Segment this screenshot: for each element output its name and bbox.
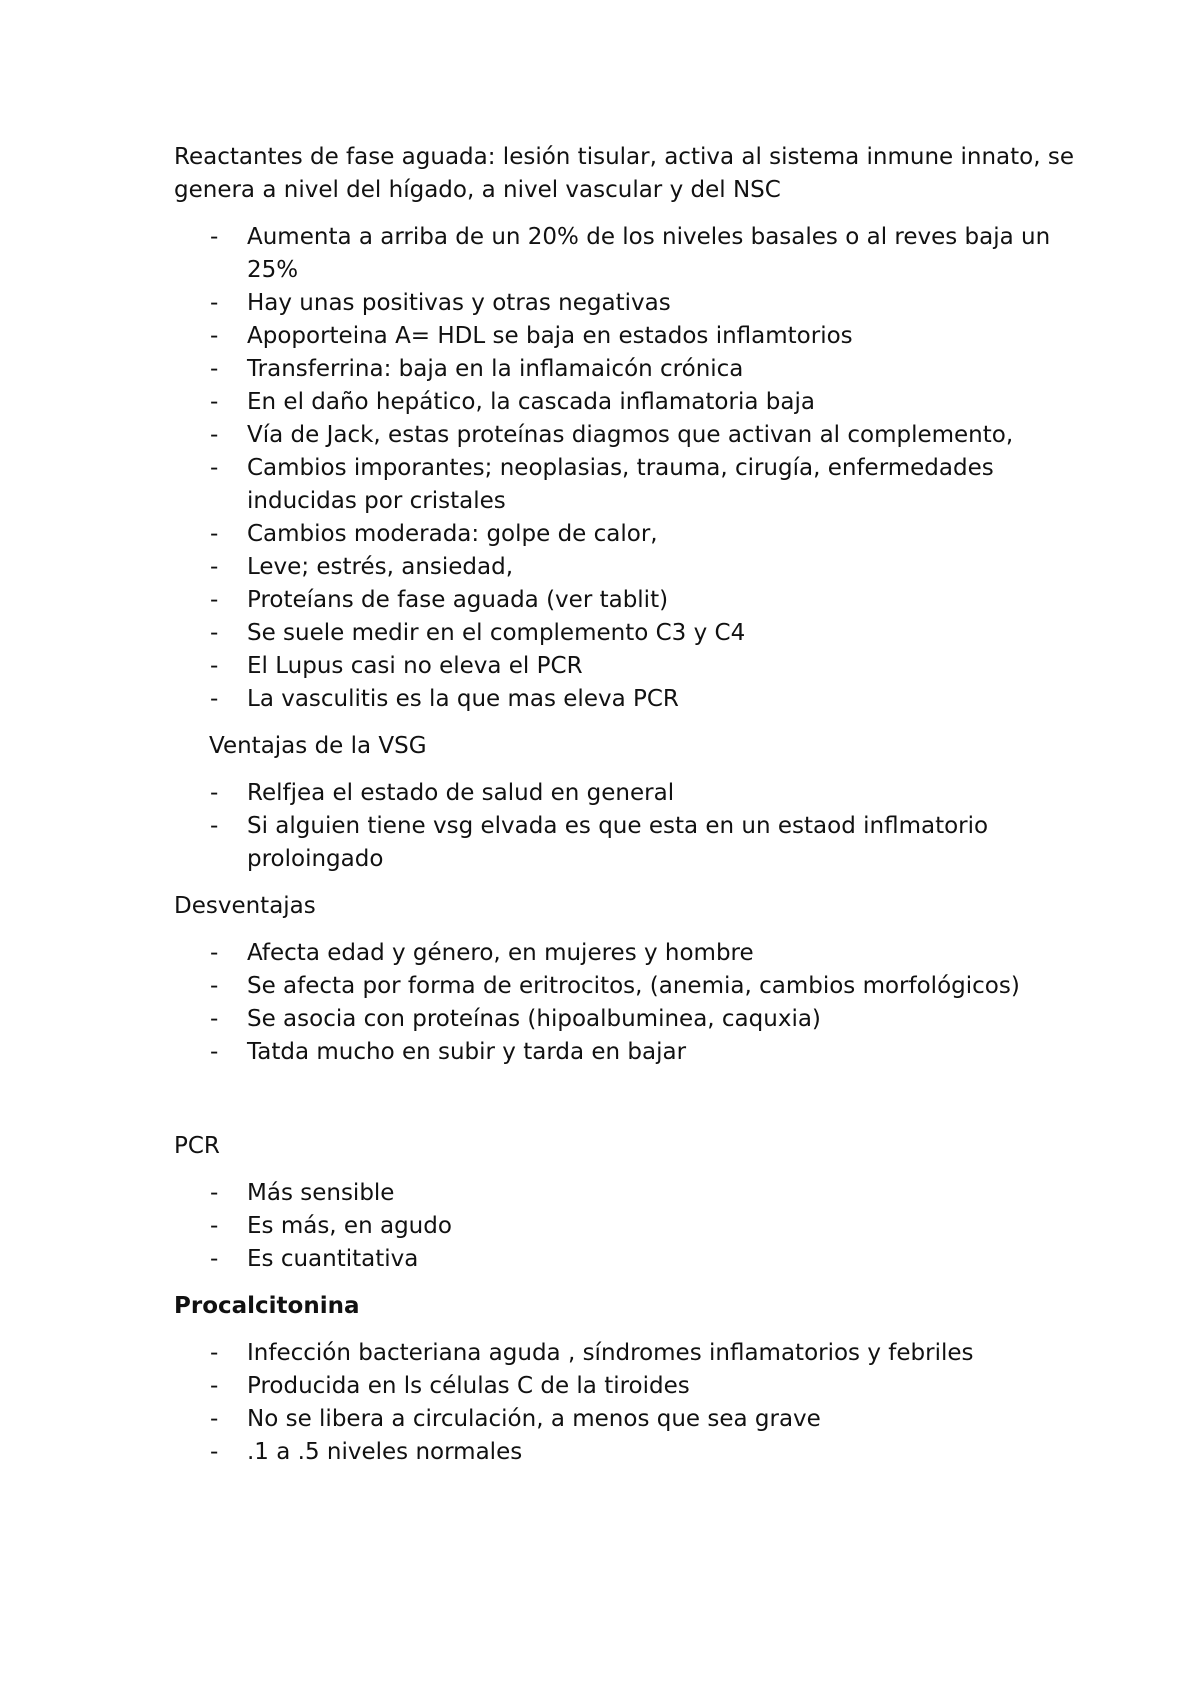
list-item: - Relfjea el estado de salud en general: [174, 777, 1074, 810]
procalcitonina-list: [174, 1337, 1074, 1469]
list-item: - Se suele medir en el complemento C3 y C4: [174, 617, 1074, 650]
blank-space: [174, 1083, 1074, 1130]
list-item: - Proteíans de fase aguada (ver tablit): [174, 584, 1074, 617]
list-item: - Tatda mucho en subir y tarda en bajar: [174, 1036, 1074, 1069]
list-dash: -: [210, 389, 219, 415]
list-dash: -: [210, 422, 219, 448]
list-dash: -: [210, 554, 219, 580]
procalcitonina-heading: Procalcitonina: [174, 1293, 360, 1319]
list-dash: -: [210, 1340, 219, 1366]
list-item: - Cambios moderada: golpe de calor,: [174, 518, 1074, 551]
list-dash: -: [210, 1213, 219, 1239]
list-item: - Es cuantitativa: [174, 1243, 1074, 1276]
list-dash: -: [210, 813, 219, 839]
list-dash: -: [210, 1039, 219, 1065]
page-content: [174, 141, 1074, 1483]
list-item: - Se afecta por forma de eritrocitos, (anemia, cambios morfológicos): [174, 970, 1074, 1003]
list-item: - Apoporteina A= HDL se baja en estados inflamtorios: [174, 320, 1074, 353]
list-item: - La vasculitis es la que mas eleva PCR: [174, 683, 1074, 716]
list-dash: -: [210, 587, 219, 613]
list-dash: -: [210, 1406, 219, 1432]
list-item: - Infección bacteriana aguda , síndromes inflamatorios y febriles: [174, 1337, 1074, 1370]
pcr-list: [174, 1177, 1074, 1276]
ventajas-heading: Ventajas de la VSG: [209, 733, 427, 759]
list-item: - Si alguien tiene vsg elvada es que esta en un estaod inflmatorio proloingado: [174, 810, 1074, 876]
intro-paragraph: Reactantes de fase aguada: lesión tisular, activa al sistema inmune innato, se genera a nivel del hígado, a nivel vascular y del NSC: [174, 144, 1074, 203]
list-item: - Producida en ls células C de la tiroides: [174, 1370, 1074, 1403]
list-dash: -: [210, 780, 219, 806]
list-dash: -: [210, 653, 219, 679]
list-item: - Leve; estrés, ansiedad,: [174, 551, 1074, 584]
list-item: - Cambios imporantes; neoplasias, trauma, cirugía, enfermedades inducidas por cristales: [174, 452, 1074, 518]
list-item: - No se libera a circulación, a menos que sea grave: [174, 1403, 1074, 1436]
list-item: - Más sensible: [174, 1177, 1074, 1210]
list-dash: -: [210, 455, 219, 481]
list-item: - Transferrina: baja en la inflamaicón crónica: [174, 353, 1074, 386]
list-dash: -: [210, 1246, 219, 1272]
list-dash: -: [210, 1373, 219, 1399]
list-item: - El Lupus casi no eleva el PCR: [174, 650, 1074, 683]
list-item: - Aumenta a arriba de un 20% de los niveles basales o al reves baja un 25%: [174, 221, 1074, 287]
list-dash: -: [210, 290, 219, 316]
reactantes-list: [174, 221, 1074, 716]
list-dash: -: [210, 521, 219, 547]
list-dash: -: [210, 1439, 219, 1465]
list-item: - Hay unas positivas y otras negativas: [174, 287, 1074, 320]
list-dash: -: [210, 323, 219, 349]
ventajas-list: [174, 777, 1074, 876]
list-item: - .1 a .5 niveles normales: [174, 1436, 1074, 1469]
desventajas-list: [174, 937, 1074, 1069]
list-item: - Se asocia con proteínas (hipoalbuminea, caquxia): [174, 1003, 1074, 1036]
list-dash: -: [210, 973, 219, 999]
list-dash: -: [210, 356, 219, 382]
list-dash: -: [210, 940, 219, 966]
pcr-heading: PCR: [174, 1133, 220, 1159]
list-item: - Afecta edad y género, en mujeres y hombre: [174, 937, 1074, 970]
desventajas-heading: Desventajas: [174, 893, 316, 919]
list-dash: -: [210, 1180, 219, 1206]
list-dash: -: [210, 620, 219, 646]
list-item: - Vía de Jack, estas proteínas diagmos que activan al complemento,: [174, 419, 1074, 452]
list-dash: -: [210, 1006, 219, 1032]
list-item: - Es más, en agudo: [174, 1210, 1074, 1243]
list-dash: -: [210, 224, 219, 250]
list-dash: -: [210, 686, 219, 712]
list-item: - En el daño hepático, la cascada inflamatoria baja: [174, 386, 1074, 419]
